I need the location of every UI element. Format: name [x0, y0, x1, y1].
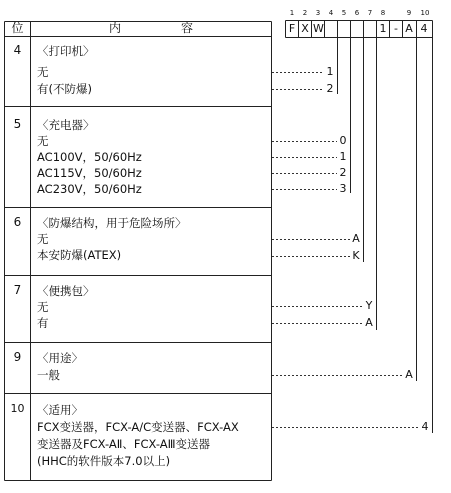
position-number: 10 — [420, 9, 430, 17]
row-number: 5 — [13, 117, 22, 131]
position-number: 7 — [367, 9, 373, 17]
option-code: A — [352, 232, 360, 245]
table-row — [4, 276, 272, 343]
row-heading: 〈适用〉 — [37, 403, 83, 417]
model-code-char: X — [301, 22, 309, 35]
option-code: 2 — [339, 166, 347, 179]
option-label: 无 — [37, 65, 49, 79]
option-label: 有(不防爆) — [37, 82, 92, 96]
row-heading: 〈便携包〉 — [37, 284, 95, 298]
model-code-char: 4 — [420, 22, 428, 35]
position-number: 1 — [289, 9, 295, 17]
row-number: 10 — [10, 402, 25, 415]
option-code: 1 — [339, 150, 347, 163]
table-row — [4, 107, 272, 208]
position-number: 9 — [406, 9, 412, 17]
table-row — [4, 343, 272, 394]
model-code-char: - — [394, 22, 398, 35]
row-number: 4 — [13, 43, 22, 57]
model-code-char: F — [288, 22, 296, 35]
header-position: 位 — [11, 21, 24, 35]
model-code-char: 1 — [379, 22, 387, 35]
row-number: 6 — [13, 215, 22, 229]
model-code-char: W — [313, 22, 324, 35]
option-code: A — [405, 368, 413, 381]
option-label: FCX变送器，FCX-A/C变送器、FCX-AX — [37, 420, 239, 434]
option-label: 无 — [37, 300, 49, 314]
position-number: 6 — [354, 9, 360, 17]
row-heading: 〈充电器〉 — [37, 118, 95, 132]
table-row — [4, 208, 272, 276]
option-label: AC115V，50/60Hz — [37, 166, 142, 180]
row-number: 7 — [13, 283, 22, 297]
row-heading: 〈防爆结构，用于危险场所〉 — [37, 216, 187, 230]
position-number: 5 — [341, 9, 347, 17]
table-row — [4, 37, 272, 107]
option-label: 有 — [37, 316, 49, 330]
option-label: 变送器及FCX-AⅡ、FCX-AⅢ变送器 — [37, 437, 211, 451]
option-code: 1 — [326, 65, 334, 78]
option-code: 0 — [339, 134, 347, 147]
option-label: 本安防爆(ATEX) — [37, 248, 122, 262]
position-number: 8 — [380, 9, 386, 17]
option-label: AC230V，50/60Hz — [37, 182, 142, 196]
option-label: AC100V，50/60Hz — [37, 150, 142, 164]
position-number: 4 — [328, 9, 334, 17]
header-content: 内 容 — [108, 21, 193, 35]
row-heading: 〈用途〉 — [37, 351, 83, 365]
row-heading: 〈打印机〉 — [37, 44, 95, 58]
option-label: 一般 — [37, 368, 60, 382]
option-code: A — [365, 316, 373, 329]
option-label: 无 — [37, 134, 49, 148]
option-label: (HHC的软件版本7.0以上) — [37, 454, 171, 468]
row-number: 9 — [13, 350, 22, 364]
option-code: 2 — [326, 82, 334, 95]
position-number: 2 — [302, 9, 308, 17]
position-number: 3 — [315, 9, 321, 17]
table-row — [4, 394, 272, 481]
option-label: 无 — [37, 232, 49, 246]
option-code: K — [352, 249, 360, 262]
option-code: 3 — [339, 182, 347, 195]
option-code: Y — [365, 299, 373, 312]
option-code: 4 — [421, 420, 429, 433]
model-code-char: A — [405, 22, 413, 35]
